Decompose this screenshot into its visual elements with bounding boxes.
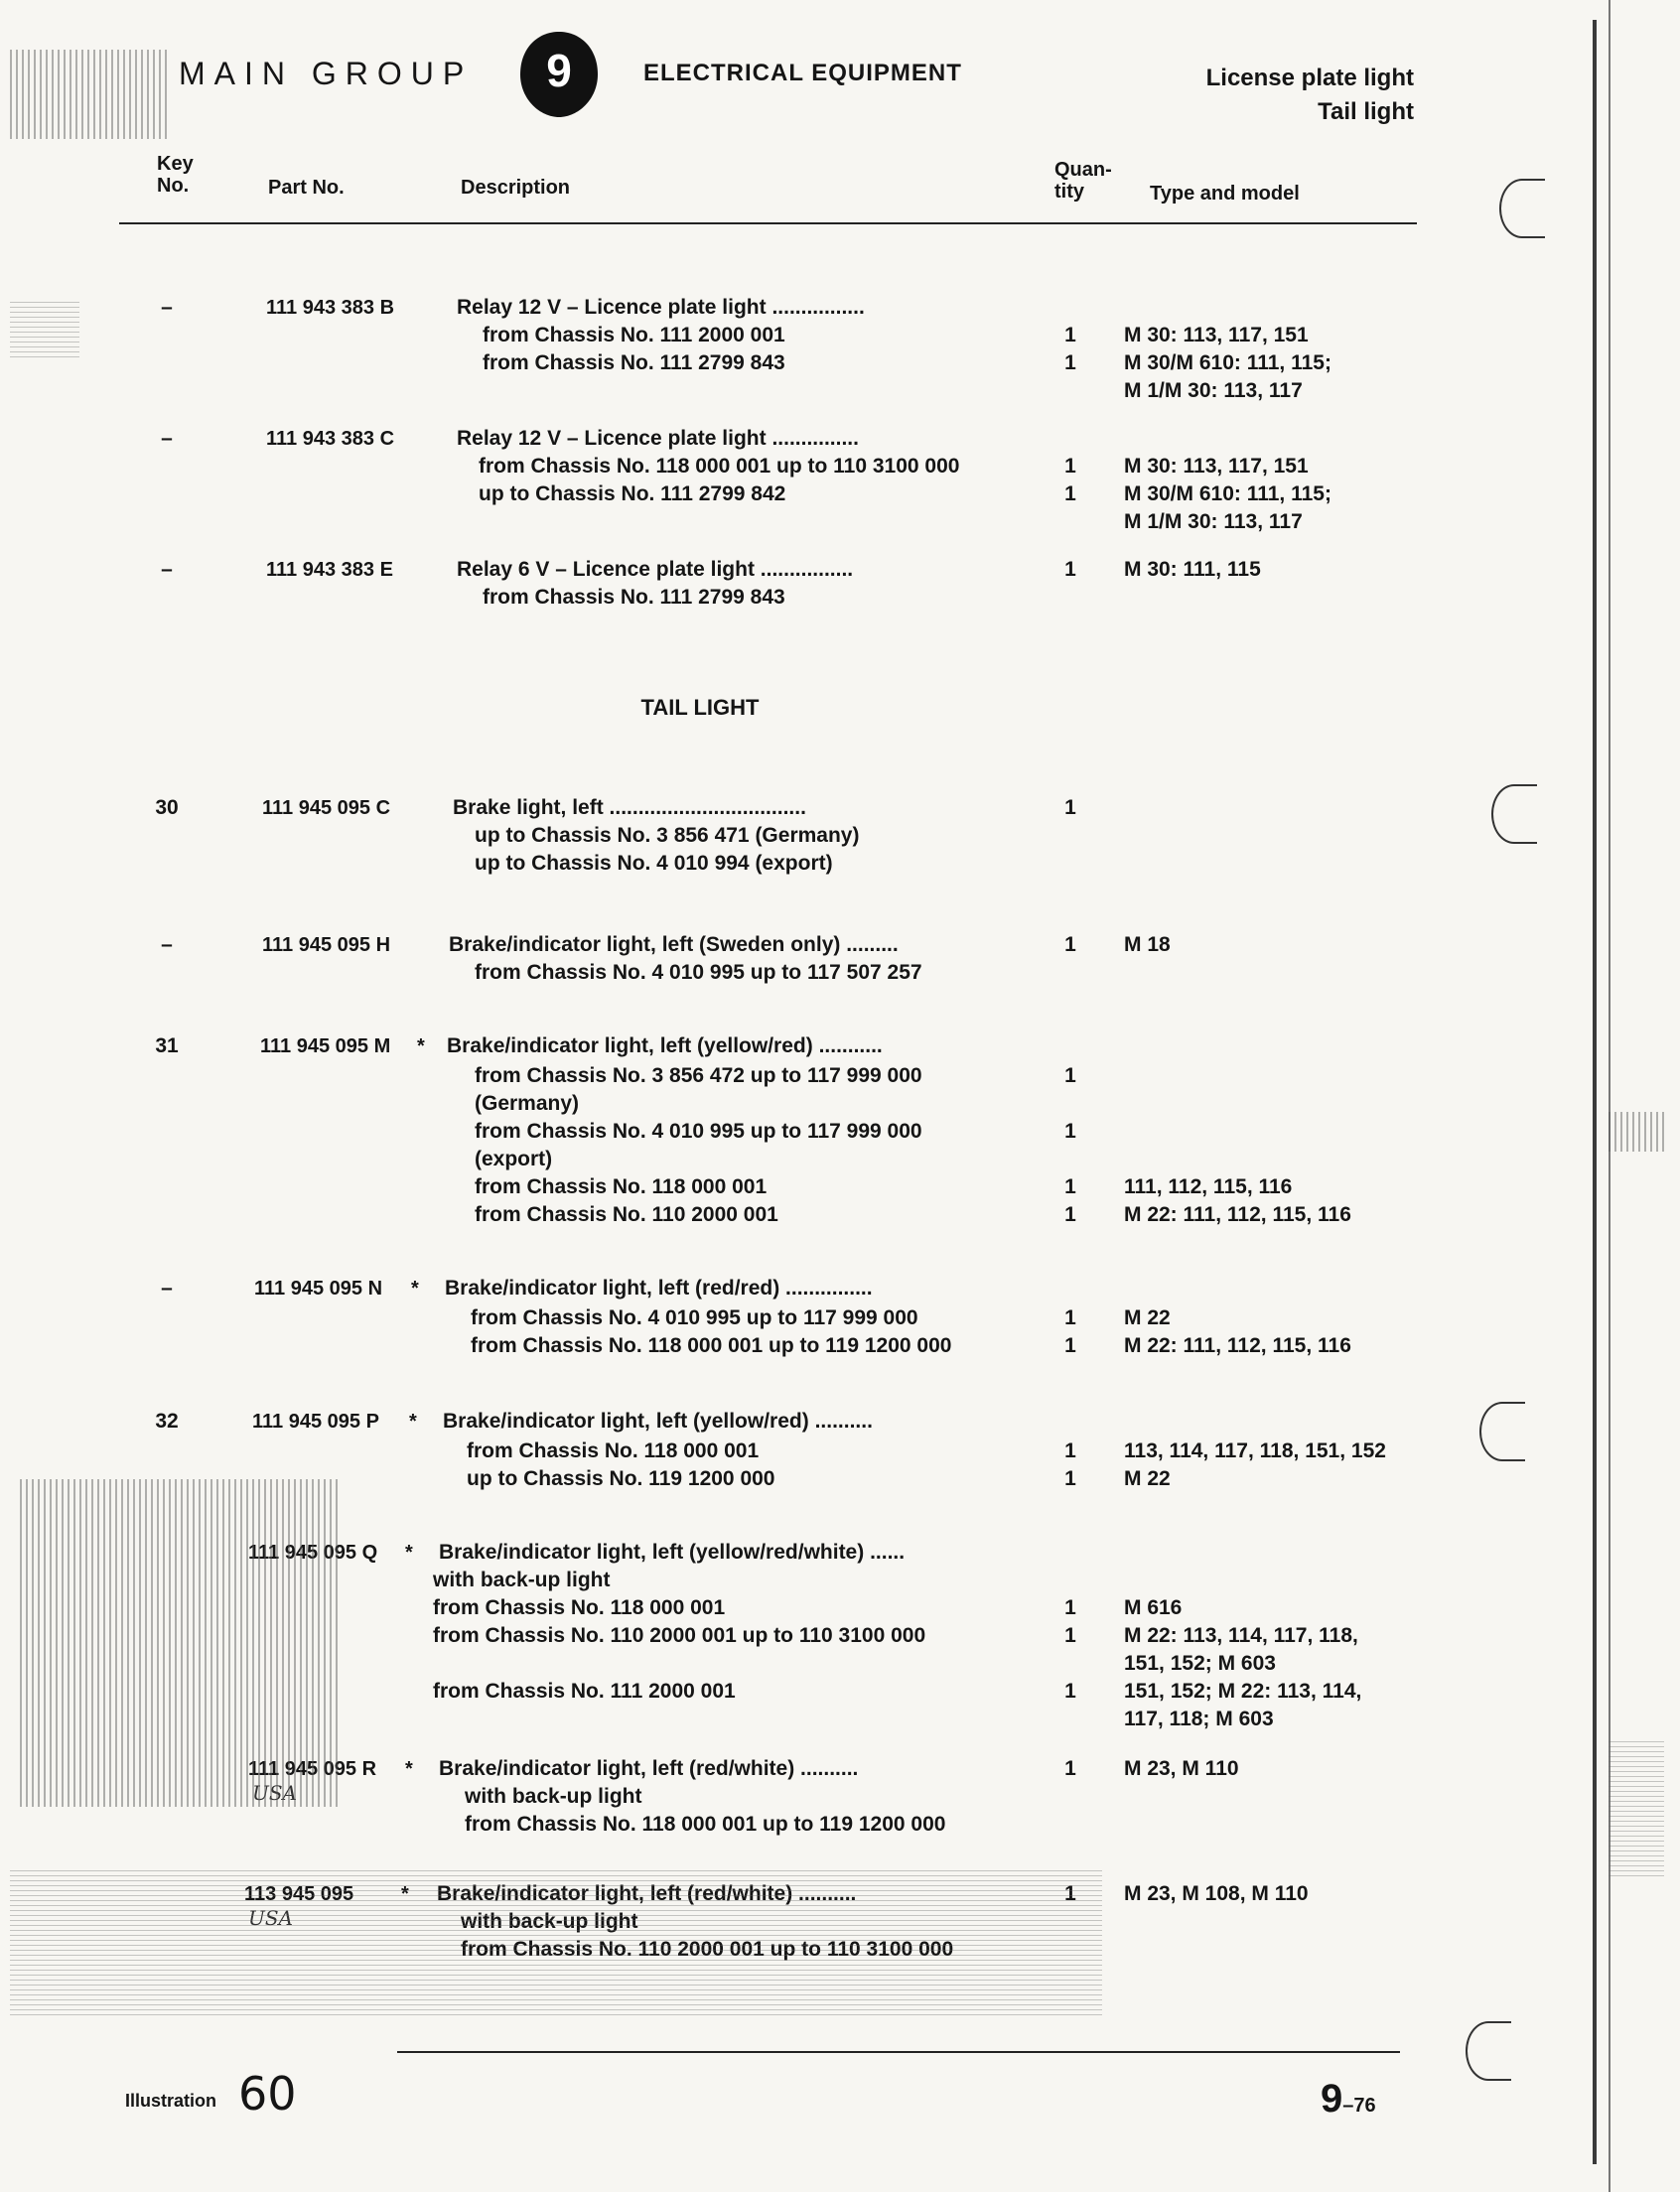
key-number: – [161,296,173,319]
relay-description-line: up to Chassis No. 111 2799 842 [479,482,786,505]
quantity: 1 [1064,1680,1076,1703]
scan-noise-left [10,298,79,357]
relay-description-line: from Chassis No. 111 2799 843 [483,351,785,374]
quantity: 1 [1064,1624,1076,1647]
type-model: M 22: 113, 114, 117, 118, [1124,1624,1358,1647]
quantity-header-line-1: Quan- [1054,159,1112,181]
type-model: M 30: 113, 117, 151 [1124,324,1309,346]
column-part-header: Part No. [268,177,345,199]
page-number [1321,2077,1376,2122]
quantity: 1 [1064,455,1076,478]
new-part-star: * [417,1035,425,1057]
tail-description-line: from Chassis No. 110 2000 001 up to 110 3100 000 [461,1938,954,1961]
quantity: 1 [1064,482,1076,505]
quantity: 1 [1064,558,1076,581]
type-model: M 1/M 30: 113, 117 [1124,510,1303,533]
tail-description-line: from Chassis No. 111 2000 001 [433,1680,736,1703]
part-number: 111 943 383 C [266,428,395,450]
tail-description-line: Brake/indicator light, left (yellow/red/white) ...... [439,1541,906,1564]
tail-description-line: Brake/indicator light, left (yellow/red) .......... [443,1410,873,1433]
key-number: – [161,427,173,450]
handwritten-note: USA [252,1781,297,1805]
tail-description-line: Brake/indicator light, left (red/red) ............... [445,1277,873,1300]
new-part-star: * [401,1883,409,1905]
group-number: 9 [546,45,572,96]
tail-description-line: from Chassis No. 118 000 001 [467,1439,760,1462]
part-number: 111 943 383 E [266,559,393,581]
type-model: M 23, M 110 [1124,1757,1239,1780]
part-number: 111 945 095 Q [248,1542,378,1564]
scan-noise-right-1 [1609,1112,1664,1152]
tail-description-line: with back-up light [461,1910,638,1933]
key-header-line-1: Key [157,153,194,175]
new-part-star: * [409,1411,417,1433]
punch-hole-2 [1491,784,1537,844]
tail-description-line: from Chassis No. 110 2000 001 [475,1203,778,1226]
scan-noise-bottom-left [20,1479,338,1807]
illustration-number: 60 [238,2067,297,2121]
part-number: 111 943 383 B [266,297,395,319]
column-quantity-header [1054,159,1112,203]
tail-description-line: from Chassis No. 4 010 995 up to 117 999 000 [471,1306,918,1329]
relay-description-line: Relay 12 V – Licence plate light ............... [457,427,859,450]
type-model: M 23, M 108, M 110 [1124,1882,1309,1905]
tail-description-line: Brake/indicator light, left (Sweden only) ......... [449,933,899,956]
part-number: 111 945 095 P [252,1411,379,1433]
tail-description-line: with back-up light [465,1785,642,1808]
tail-description-line: (Germany) [475,1092,580,1115]
type-model: 113, 114, 117, 118, 151, 152 [1124,1439,1386,1462]
part-number: 111 945 095 R [248,1758,377,1780]
quantity: 1 [1064,1757,1076,1780]
quantity: 1 [1064,1175,1076,1198]
page-number-sub: –76 [1342,2095,1376,2117]
type-model: M 22: 111, 112, 115, 116 [1124,1203,1351,1226]
tail-description-line: from Chassis No. 118 000 001 up to 119 1200 000 [465,1813,946,1836]
punch-hole-4 [1466,2021,1511,2081]
type-model: M 30: 111, 115 [1124,558,1261,581]
tail-description-line: from Chassis No. 4 010 995 up to 117 999 000 [475,1120,922,1143]
quantity: 1 [1064,1467,1076,1490]
quantity: 1 [1064,1203,1076,1226]
footer-rule [397,2051,1400,2053]
tail-description-line: from Chassis No. 4 010 995 up to 117 507 257 [475,961,922,984]
key-number: 32 [155,1410,179,1433]
quantity: 1 [1064,1334,1076,1357]
scan-noise-right-2 [1609,1737,1664,1876]
main-group-title: MAIN GROUP [179,56,474,91]
part-number: 111 945 095 N [254,1278,383,1300]
quantity: 1 [1064,351,1076,374]
topic-line-1: License plate light [1205,65,1414,91]
key-header-line-2: No. [157,175,190,197]
quantity: 1 [1064,1596,1076,1619]
topic-line-2: Tail light [1318,98,1414,125]
type-model: M 30/M 610: 111, 115; [1124,482,1331,505]
relay-description-line: from Chassis No. 111 2000 001 [483,324,785,346]
tail-description-line: (export) [475,1148,553,1170]
type-model: M 22 [1124,1306,1171,1329]
type-model: M 18 [1124,933,1171,956]
type-model: M 30: 113, 117, 151 [1124,455,1309,478]
tail-light-heading: TAIL LIGHT [640,695,760,720]
part-number: 111 945 095 C [262,797,391,819]
column-type-model-header: Type and model [1150,183,1300,205]
page-number-main: 9 [1321,2077,1343,2121]
relay-description-line: from Chassis No. 118 000 001 up to 110 3100 000 [479,455,960,478]
tail-description-line: Brake light, left .................................. [453,796,806,819]
new-part-star: * [411,1278,419,1300]
key-number: 31 [155,1034,179,1057]
tail-description-line: up to Chassis No. 4 010 994 (export) [475,852,833,875]
part-number: 111 945 095 H [262,934,391,956]
type-model: 111, 112, 115, 116 [1124,1175,1293,1198]
key-number: – [161,558,173,581]
quantity: 1 [1064,1064,1076,1087]
part-number: 113 945 095 [244,1883,354,1905]
tail-description-line: from Chassis No. 118 000 001 up to 119 1200 000 [471,1334,952,1357]
punch-hole-3 [1479,1402,1525,1461]
illustration-label: Illustration [125,2091,217,2111]
tail-description-line: from Chassis No. 118 000 001 [433,1596,726,1619]
binding-edge [1593,20,1597,2164]
scan-noise-bottom-band [10,1866,1102,2015]
scan-noise-top-left [10,50,169,139]
tail-description-line: from Chassis No. 3 856 472 up to 117 999 000 [475,1064,922,1087]
tail-description-line: from Chassis No. 118 000 001 [475,1175,768,1198]
key-number: – [161,933,173,956]
type-model: M 30/M 610: 111, 115; [1124,351,1331,374]
type-model: 117, 118; M 603 [1124,1708,1274,1730]
type-model: 151, 152; M 603 [1124,1652,1276,1675]
part-number: 111 945 095 M [260,1035,391,1057]
type-model: M 1/M 30: 113, 117 [1124,379,1303,402]
column-description-header: Description [461,177,571,199]
new-part-star: * [405,1758,413,1780]
new-part-star: * [405,1542,413,1564]
tail-description-line: Brake/indicator light, left (yellow/red) ........... [447,1034,883,1057]
group-number-badge [518,30,600,119]
quantity: 1 [1064,1882,1076,1905]
quantity: 1 [1064,324,1076,346]
type-model: M 22: 111, 112, 115, 116 [1124,1334,1351,1357]
tail-description-line: up to Chassis No. 119 1200 000 [467,1467,775,1490]
tail-description-line: with back-up light [433,1569,611,1591]
punch-hole-1 [1499,179,1545,238]
quantity: 1 [1064,1306,1076,1329]
quantity: 1 [1064,796,1076,819]
quantity: 1 [1064,1439,1076,1462]
type-model: 151, 152; M 22: 113, 114, [1124,1680,1362,1703]
relay-description-line: from Chassis No. 111 2799 843 [483,586,785,609]
column-key-header [157,153,194,197]
header-rule [119,222,1417,224]
key-number: 30 [155,796,179,819]
type-model: M 616 [1124,1596,1183,1619]
section-title: ELECTRICAL EQUIPMENT [643,60,962,86]
tail-description-line: Brake/indicator light, left (red/white) .......... [439,1757,859,1780]
relay-description-line: Relay 6 V – Licence plate light ................ [457,558,854,581]
page-topic [1206,62,1414,129]
relay-description-line: Relay 12 V – Licence plate light ................ [457,296,865,319]
key-number: – [161,1277,173,1300]
tail-description-line: Brake/indicator light, left (red/white) .......... [437,1882,857,1905]
handwritten-note: USA [248,1906,293,1930]
tail-description-line: up to Chassis No. 3 856 471 (Germany) [475,824,860,847]
quantity: 1 [1064,933,1076,956]
type-model: M 22 [1124,1467,1171,1490]
quantity: 1 [1064,1120,1076,1143]
quantity-header-line-2: tity [1054,181,1084,203]
tail-description-line: from Chassis No. 110 2000 001 up to 110 3100 000 [433,1624,926,1647]
